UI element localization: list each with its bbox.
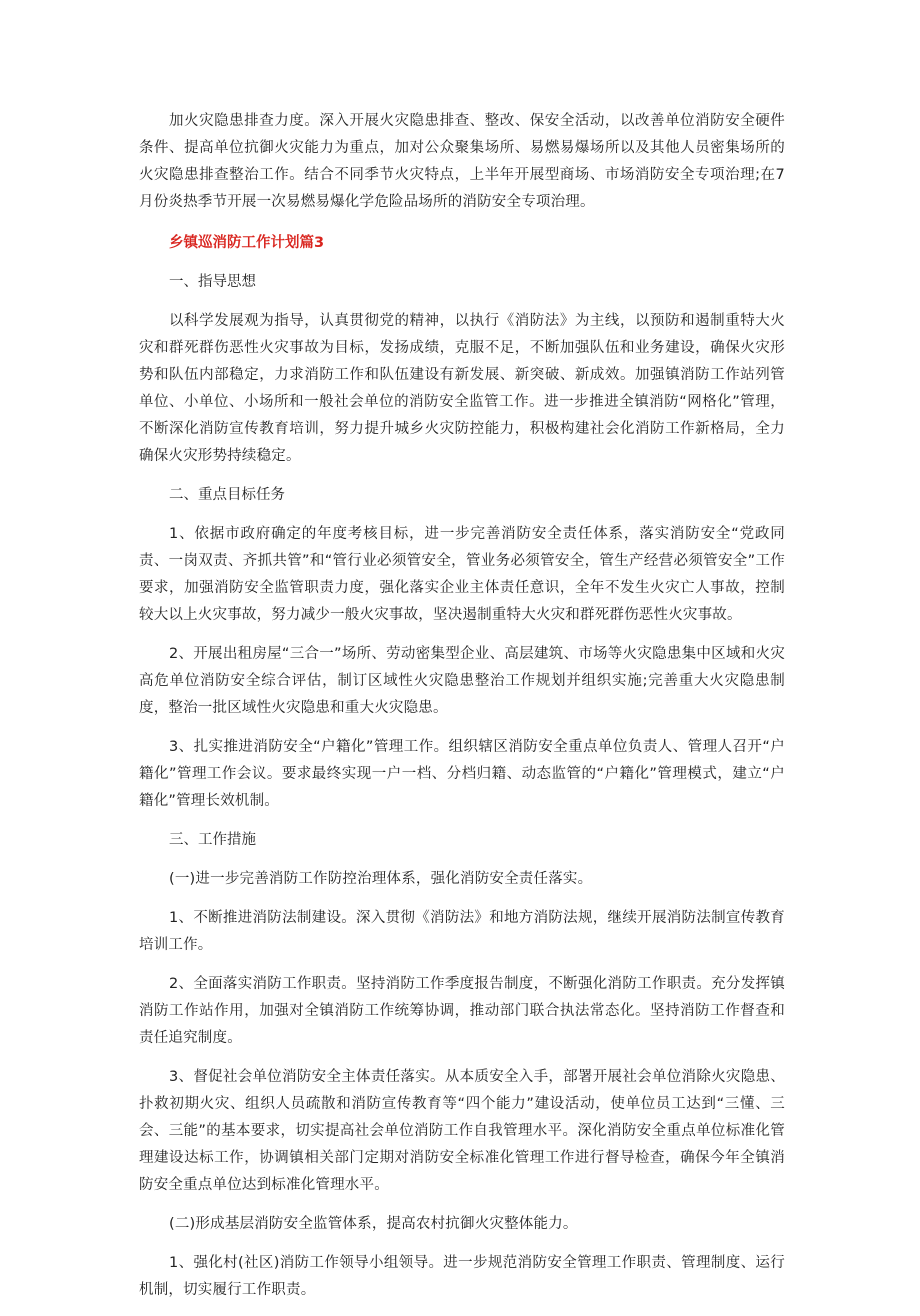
measure-item-1-2: 2、全面落实消防工作职责。坚持消防工作季度报告制度，不断强化消防工作职责。充分发挥镇消防工作站作用，加强对全镇消防工作统筹协调，推动部门联合执法常态化。坚持消防工作督查和责任追究制度。 xyxy=(139,976,785,1046)
paragraph-guiding-ideology: 以科学发展观为指导，认真贯彻党的精神，以执行《消防法》为主线，以预防和遏制重特大火灾和群死群伤恶性火灾事故为目标，发扬成绩，克服不足，不断加强队伍和业务建设，确保火灾形势和队伍内部稳定，力求消防工作和队伍建设有新发展、新突破、新成效。加强镇消防工作站列管单位、小单位、小场所和一般社会单位的消防安全监管工作。进一步推进全镇消防“网格化”管理，不断深化消防宣传教育培训，努力提升城乡火灾防控能力，积极构建社会化消防工作新格局，全力确保火灾形势持续稳定。 xyxy=(139,313,785,464)
heading-work-measures: 三、工作措施 xyxy=(169,832,256,848)
subheading-measures-1: (一)进一步完善消防工作防控治理体系，强化消防安全责任落实。 xyxy=(169,871,593,887)
measure-item-2-1: 1、强化村(社区)消防工作领导小组领导。进一步规范消防安全管理工作职责、管理制度、运行机制，切实履行工作职责。 xyxy=(139,1255,785,1298)
heading-guiding-ideology: 一、指导思想 xyxy=(169,274,256,290)
goal-item-3: 3、扎实推进消防安全“户籍化”管理工作。组织辖区消防安全重点单位负责人、管理人召开“户籍化”管理工作会议。要求最终实现一户一档、分档归籍、动态监管的“户籍化”管理模式，建立“户籍化”管理长效机制。 xyxy=(139,739,785,809)
measure-item-1-3: 3、督促社会单位消防安全主体责任落实。从本质安全入手，部署开展社会单位消除火灾隐患、扑救初期火灾、组织人员疏散和消防宣传教育等“四个能力”建设活动，使单位员工达到“三懂、三会、三能”的基本要求，切实提高社会单位消防工作自我管理水平。深化消防安全重点单位标准化管理建设达标工作，协调镇相关部门定期对消防安全标准化管理工作进行督导检查，确保今年全镇消防安全重点单位达到标准化管理水平。 xyxy=(139,1069,785,1193)
measure-item-1-1: 1、不断推进消防法制建设。深入贯彻《消防法》和地方消防法规，继续开展消防法制宣传教育培训工作。 xyxy=(139,910,785,953)
subheading-measures-2: (二)形成基层消防安全监管体系，提高农村抗御火灾整体能力。 xyxy=(169,1216,578,1232)
heading-key-goals: 二、重点目标任务 xyxy=(169,487,285,503)
section-title: 乡镇巡消防工作计划篇3 xyxy=(169,235,325,251)
goal-item-1: 1、依据市政府确定的年度考核目标，进一步完善消防安全责任体系，落实消防安全“党政同责、一岗双责、齐抓共管”和“管行业必须管安全，管业务必须管安全，管生产经营必须管安全”工作要求，加强消防安全监管职责力度，强化落实企业主体责任意识，全年不发生火灾亡人事故，控制较大以上火灾事故，努力减少一般火灾事故，坚决遏制重特大火灾和群死群伤恶性火灾事故。 xyxy=(139,526,785,623)
intro-paragraph: 加火灾隐患排查力度。深入开展火灾隐患排查、整改、保安全活动，以改善单位消防安全硬件条件、提高单位抗御火灾能力为重点，加对公众聚集场所、易燃易爆场所以及其他人员密集场所的火灾隐患排查整治工作。结合不同季节火灾特点，上半年开展型商场、市场消防安全专项治理;在7月份炎热季节开展一次易燃易爆化学危险品场所的消防安全专项治理。 xyxy=(139,113,785,210)
document-body xyxy=(139,108,785,1316)
goal-item-2: 2、开展出租房屋“三合一”场所、劳动密集型企业、高层建筑、市场等火灾隐患集中区域和火灾高危单位消防安全综合评估，制订区域性火灾隐患整治工作规划并组织实施;完善重大火灾隐患制度，整治一批区域性火灾隐患和重大火灾隐患。 xyxy=(139,646,785,716)
